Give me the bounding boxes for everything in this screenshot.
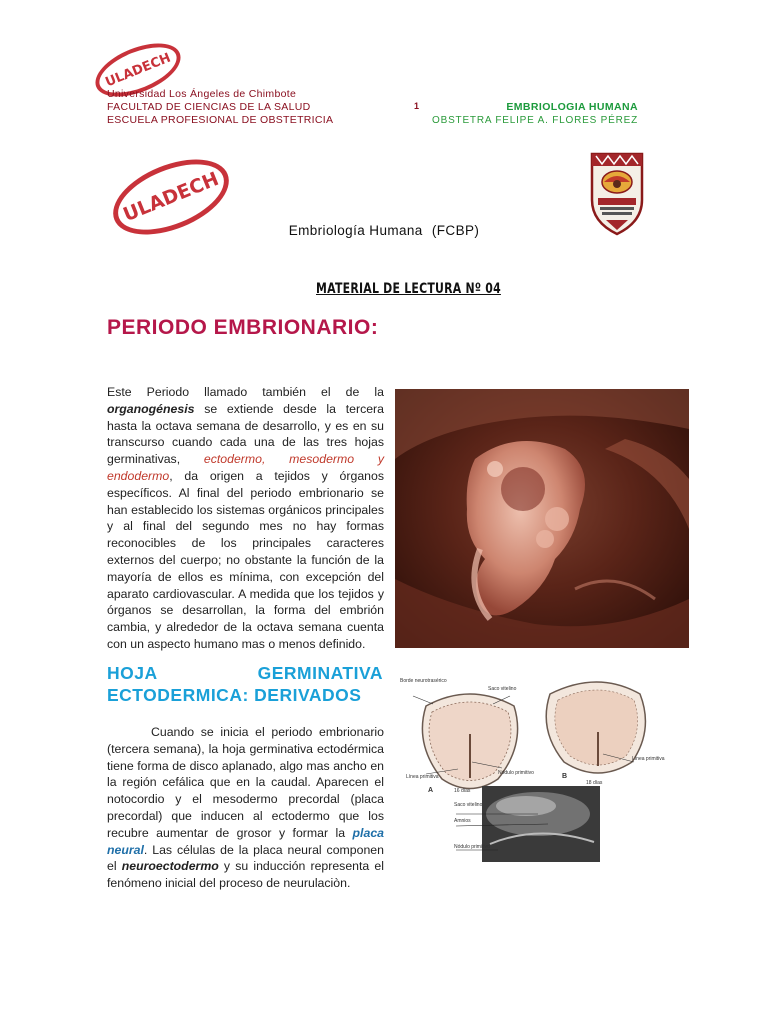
heading-germinativa: GERMINATIVA <box>257 663 383 683</box>
logo-text-large: ULADECH <box>120 167 222 227</box>
header-course <box>432 100 638 128</box>
course-name: EMBRIOLOGIA HUMANA <box>506 101 638 113</box>
label-nodulo-c: Nódulo primitivo <box>454 844 490 850</box>
section-title-hoja <box>107 662 383 706</box>
para1-text-b: se extiende desde la tercera hasta la octava semana de desarrollo, y es en su transcurso cuando cada una de las tres hojas germinativas, <box>107 401 384 467</box>
term-placa-neural: placa neural <box>107 825 384 857</box>
page-number: 1 <box>414 101 420 111</box>
heading-hoja: HOJA <box>107 663 158 683</box>
heading-ectodermica: ECTODERMICA: DERIVADOS <box>107 685 362 705</box>
label-linea-b: Línea primitiva <box>632 756 665 762</box>
term-neuroectodermo: neuroectodermo <box>121 859 219 874</box>
header-institution <box>107 88 333 127</box>
course-code: (FCBP) <box>431 223 480 238</box>
label-linea-a: Línea primitiva <box>406 774 439 780</box>
paragraph-hoja <box>107 724 384 892</box>
teacher-name: OBSTETRA FELIPE A. FLORES PÉREZ <box>432 115 638 126</box>
para2-text-b: . Las células de la placa neural componen el <box>107 842 384 874</box>
material-title: MATERIAL DE LECTURA Nº 04 <box>316 281 501 297</box>
section-title-periodo: PERIODO EMBRIONARIO: <box>107 316 379 339</box>
para2-text-a: Cuando se inicia el periodo embrionario (tercera semana), la hoja germinativa ectodérmica tiene forma de disco aplanado, algo mas ancho en la región cefálica que en la caudal. Aparecen el notocordio y el mesodermo precordal (placa precordal) que inducen al ectodermo que los recubre aumentar de grosor y formar la <box>107 725 384 840</box>
para1-text-c: , da origen a tejidos y órganos específicos. Al final del periodo embrionario se han establecido los sistemas orgánicos principales y al final del segundo mes no hay formas reconocibles de los principales caracteres externos del cuerpo; no obstante la función de la mayoría de ellos es mínima, con excepción del aparato cardiovascular. A medida que los tejidos y órganos se desarrollan, la forma del embrión cambia, y alrededor de la octava semana cuenta con un aspecto humano mas o menos definido. <box>107 468 384 651</box>
university-name: Universidad Los Ángeles de Chimbote <box>107 88 297 100</box>
term-hojas: ectodermo, mesodermo y endodermo <box>107 452 384 483</box>
faculty-name: FACULTAD DE CIENCIAS DE LA SALUD <box>107 101 311 113</box>
para1-text-a: Este Periodo llamado también el de la <box>107 385 384 399</box>
logo-text: ULADECH <box>103 50 173 90</box>
label-letter-a: A <box>428 787 434 794</box>
label-amnios-c: Amnios <box>454 818 471 824</box>
course-title-text: Embriología Humana <box>288 223 423 238</box>
ectoderm-diagram <box>398 674 698 874</box>
course-title <box>0 223 768 238</box>
term-organogenesis: organogénesis <box>107 401 195 416</box>
label-borde: Borde neurotrasérico <box>400 678 447 684</box>
label-saco-a: Saco vitelino <box>488 686 517 692</box>
school-name: ESCUELA PROFESIONAL DE OBSTETRICIA <box>107 114 334 126</box>
paragraph-periodo <box>107 384 384 653</box>
label-nodulo-a: Nódulo primitivo <box>498 770 534 776</box>
label-days-b: 18 días <box>586 780 603 786</box>
para2-text-c: y su inducción representa el fenómeno inicial del proceso de neurulaciòn. <box>107 859 384 891</box>
embryo-photo <box>395 389 689 648</box>
label-saco-c: Saco vitelino <box>454 802 483 808</box>
label-days-a: 16 días <box>454 788 471 794</box>
label-letter-b: B <box>562 773 568 780</box>
